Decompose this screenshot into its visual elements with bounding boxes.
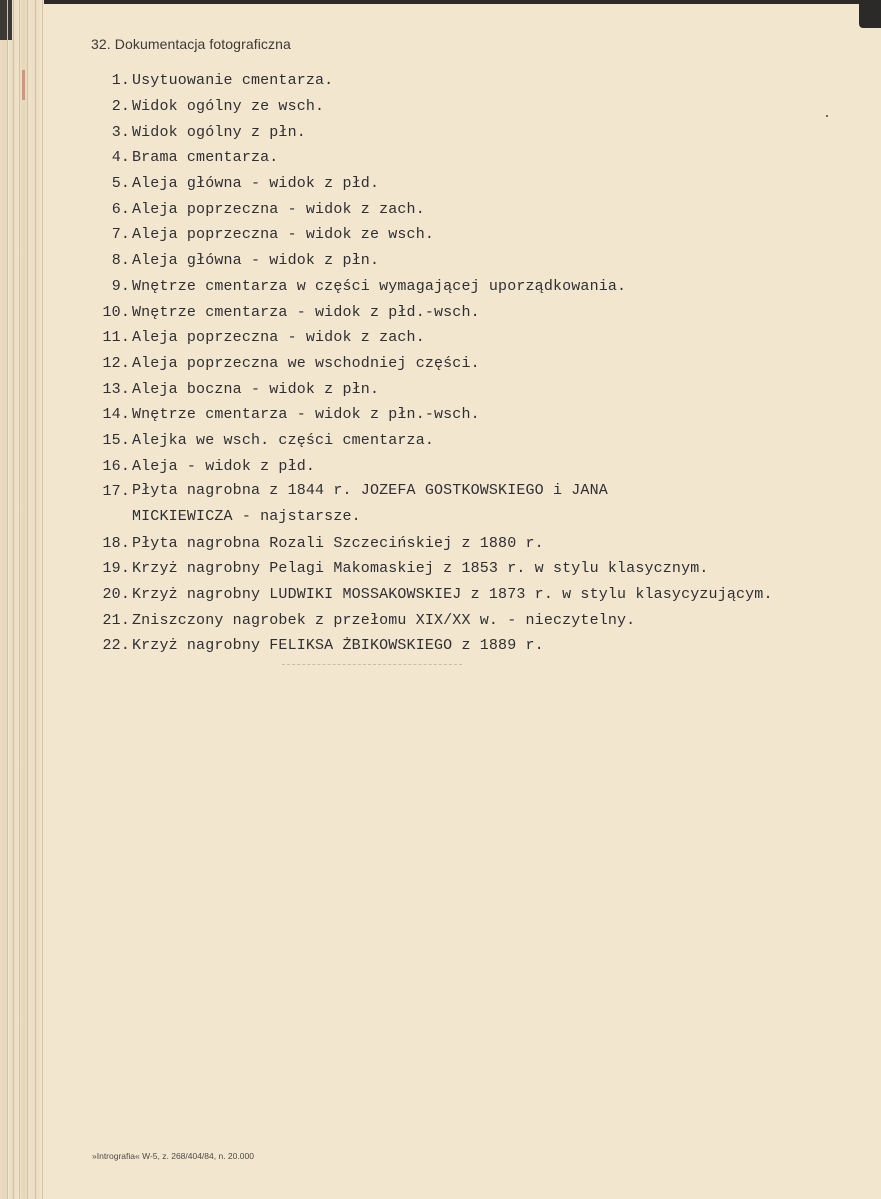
binding-mark	[22, 70, 25, 100]
list-item	[82, 530, 881, 556]
item-number: 2.	[111, 98, 130, 116]
item-number: 15.	[102, 431, 130, 449]
list-item	[82, 453, 881, 479]
item-number: 9.	[111, 277, 130, 295]
item-number: 21.	[102, 611, 130, 629]
section-heading: 32. Dokumentacja fotograficzna	[91, 36, 291, 52]
item-number: 4.	[111, 149, 130, 167]
item-text: Krzyż nagrobny LUDWIKI MOSSAKOWSKIEJ z 1873 r. w stylu klasycyzującym.	[132, 586, 773, 604]
list-item	[82, 607, 881, 633]
list-item	[82, 119, 881, 145]
list-item	[82, 556, 881, 582]
list-item	[82, 428, 881, 454]
list-item	[82, 145, 881, 171]
item-text: Usytuowanie cmentarza.	[132, 72, 334, 90]
list-item	[82, 171, 881, 197]
item-text: Aleja poprzeczna - widok z zach.	[132, 200, 425, 218]
item-number: 5.	[111, 175, 130, 193]
list-item	[82, 248, 881, 274]
item-text: Widok ogólny ze wsch.	[132, 98, 325, 116]
faint-dash-mark	[282, 664, 462, 666]
item-number: 7.	[111, 226, 130, 244]
item-text: Widok ogólny z płn.	[132, 123, 306, 141]
item-number: 8.	[111, 252, 130, 270]
item-text: Wnętrze cmentarza w części wymagającej uporządkowania.	[132, 277, 627, 295]
list-item	[82, 633, 881, 659]
list-item	[82, 376, 881, 402]
item-text: Wnętrze cmentarza - widok z płn.-wsch.	[132, 406, 480, 424]
item-text: Aleja - widok z płd.	[132, 457, 316, 475]
item-text: Płyta nagrobna z 1844 r. JOZEFA GOSTKOWSKIEGO i JANA MICKIEWICZA - najstarsze.	[132, 482, 608, 525]
scan-corner	[859, 0, 881, 28]
item-number: 10.	[102, 303, 130, 321]
list-item	[82, 582, 881, 608]
page-edge-line	[27, 0, 28, 1199]
page-edge-line	[19, 0, 20, 1199]
item-text: Aleja główna - widok z płd.	[132, 175, 380, 193]
item-text: Aleja główna - widok z płn.	[132, 252, 380, 270]
item-text: Aleja poprzeczna - widok z zach.	[132, 329, 425, 347]
item-text: Zniszczony nagrobek z przełomu XIX/XX w. - nieczytelny.	[132, 611, 636, 629]
page-edge-line	[13, 0, 14, 1199]
item-text: Wnętrze cmentarza - widok z płd.-wsch.	[132, 303, 480, 321]
item-text: Aleja boczna - widok z płn.	[132, 380, 380, 398]
list-item	[82, 274, 881, 300]
item-number: 1.	[111, 72, 130, 90]
page-edge-line	[35, 0, 36, 1199]
ink-speck	[826, 115, 828, 117]
list-item	[82, 196, 881, 222]
page-edge-line	[42, 0, 43, 1199]
item-number: 16.	[102, 457, 130, 475]
list-item	[82, 351, 881, 377]
binding-strip	[0, 0, 44, 1199]
scan-border-top	[0, 0, 881, 4]
list-item	[82, 94, 881, 120]
binding-shadow	[0, 0, 12, 40]
item-number: 12.	[102, 354, 130, 372]
item-text: Płyta nagrobna Rozali Szczecińskiej z 1880 r.	[132, 534, 544, 552]
item-text: Alejka we wsch. części cmentarza.	[132, 431, 434, 449]
list-item	[82, 299, 881, 325]
list-item	[82, 222, 881, 248]
item-text: Krzyż nagrobny Pelagi Makomaskiej z 1853 r. w stylu klasycznym.	[132, 560, 709, 578]
item-number: 11.	[102, 329, 130, 347]
item-text: Brama cmentarza.	[132, 149, 279, 167]
item-number: 18.	[102, 534, 130, 552]
item-number: 14.	[102, 406, 130, 424]
list-item	[82, 402, 881, 428]
item-text: Aleja poprzeczna - widok ze wsch.	[132, 226, 434, 244]
item-number: 19.	[102, 560, 130, 578]
item-number: 20.	[102, 586, 130, 604]
photo-list	[82, 68, 881, 659]
list-item	[82, 479, 881, 530]
list-item	[82, 325, 881, 351]
item-text: Aleja poprzeczna we wschodniej części.	[132, 354, 480, 372]
item-number: 6.	[111, 200, 130, 218]
list-item	[82, 68, 881, 94]
item-number: 13.	[102, 380, 130, 398]
item-number: 17.	[102, 483, 130, 500]
page-edge-line	[7, 0, 8, 1199]
item-number: 22.	[102, 637, 130, 655]
item-text: Krzyż nagrobny FELIKSA ŻBIKOWSKIEGO z 1889 r.	[132, 637, 544, 655]
printer-imprint: »Intrografia« W-5, z. 268/404/84, n. 20.000	[92, 1151, 254, 1161]
item-number: 3.	[111, 123, 130, 141]
